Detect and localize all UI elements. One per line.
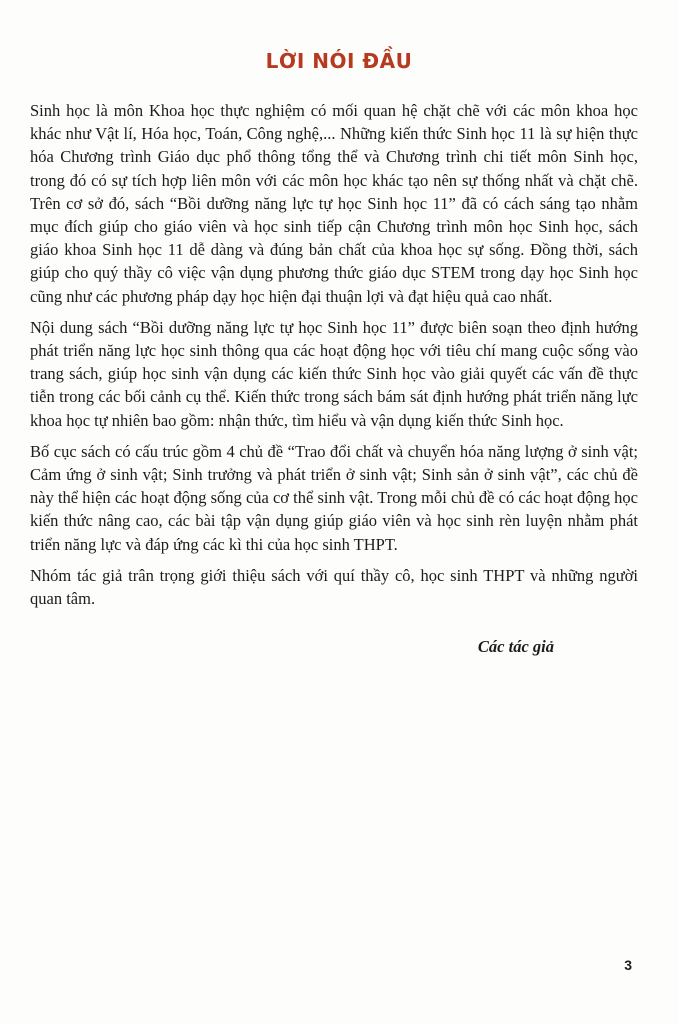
authors-signature: Các tác giả xyxy=(477,637,554,656)
paragraph-2: Nội dung sách “Bồi dưỡng năng lực tự học Sinh học 11” được biên soạn theo định hướng phát triển năng lực học sinh thông qua các hoạt động học với tiêu chí mang cuộc sống vào trang sách, giúp học sinh vận dụng các kiến thức Sinh học vào giải quyết các vấn đề thực tiễn trong các bối cảnh cụ thể. Kiến thức trong sách bám sát định hướng phát triển năng lực khoa học tự nhiên bao gồm: nhận thức, tìm hiểu và vận dụng kiến thức Sinh học. xyxy=(30,317,638,430)
page-number: 3 xyxy=(624,957,632,973)
paragraph-3: Bố cục sách có cấu trúc gồm 4 chủ đề “Trao đổi chất và chuyển hóa năng lượng ở sinh vật; Cảm ứng ở sinh vật; Sinh trưởng và phát triển ở sinh vật; Sinh sản ở sinh vật”, các chủ đề này thể hiện các hoạt động sống của cơ thể sinh vật. Trong mỗi chủ đề có các hoạt động học kiến thức nâng cao, các bài tập vận dụng giúp giáo viên và học sinh rèn luyện nhằm phát triển năng lực và đáp ứng các kì thi của học sinh THPT. xyxy=(30,441,638,554)
page-title: LỜI NÓI ĐẦU xyxy=(265,49,413,73)
paragraph-4: Nhóm tác giả trân trọng giới thiệu sách với quí thầy cô, học sinh THPT và những người quan tâm. xyxy=(30,565,638,609)
paragraph-1: Sinh học là môn Khoa học thực nghiệm có mối quan hệ chặt chẽ với các môn khoa học khác như Vật lí, Hóa học, Toán, Công nghệ,... Những kiến thức Sinh học 11 là sự hiện thực hóa Chương trình Giáo dục phổ thông tổng thể và Chương trình chi tiết môn Sinh học, trong đó có sự tích hợp liên môn với các môn học khác tạo nên sự thống nhất và chặt chẽ. Trên cơ sở đó, sách “Bồi dưỡng năng lực tự học Sinh học 11” đã có cách sáng tạo nhằm mục đích giúp cho giáo viên và học sinh tiếp cận Chương trình môn học Sinh học, sách giáo khoa Sinh học 11 dễ dàng và đúng bản chất của khoa học sự sống. Đồng thời, sách giúp cho quý thầy cô việc vận dụng phương thức giáo dục STEM trong dạy học Sinh học cũng như các phương pháp dạy học hiện đại thuận lợi và đạt hiệu quả cao nhất. xyxy=(30,101,638,306)
preface-body xyxy=(30,99,638,618)
